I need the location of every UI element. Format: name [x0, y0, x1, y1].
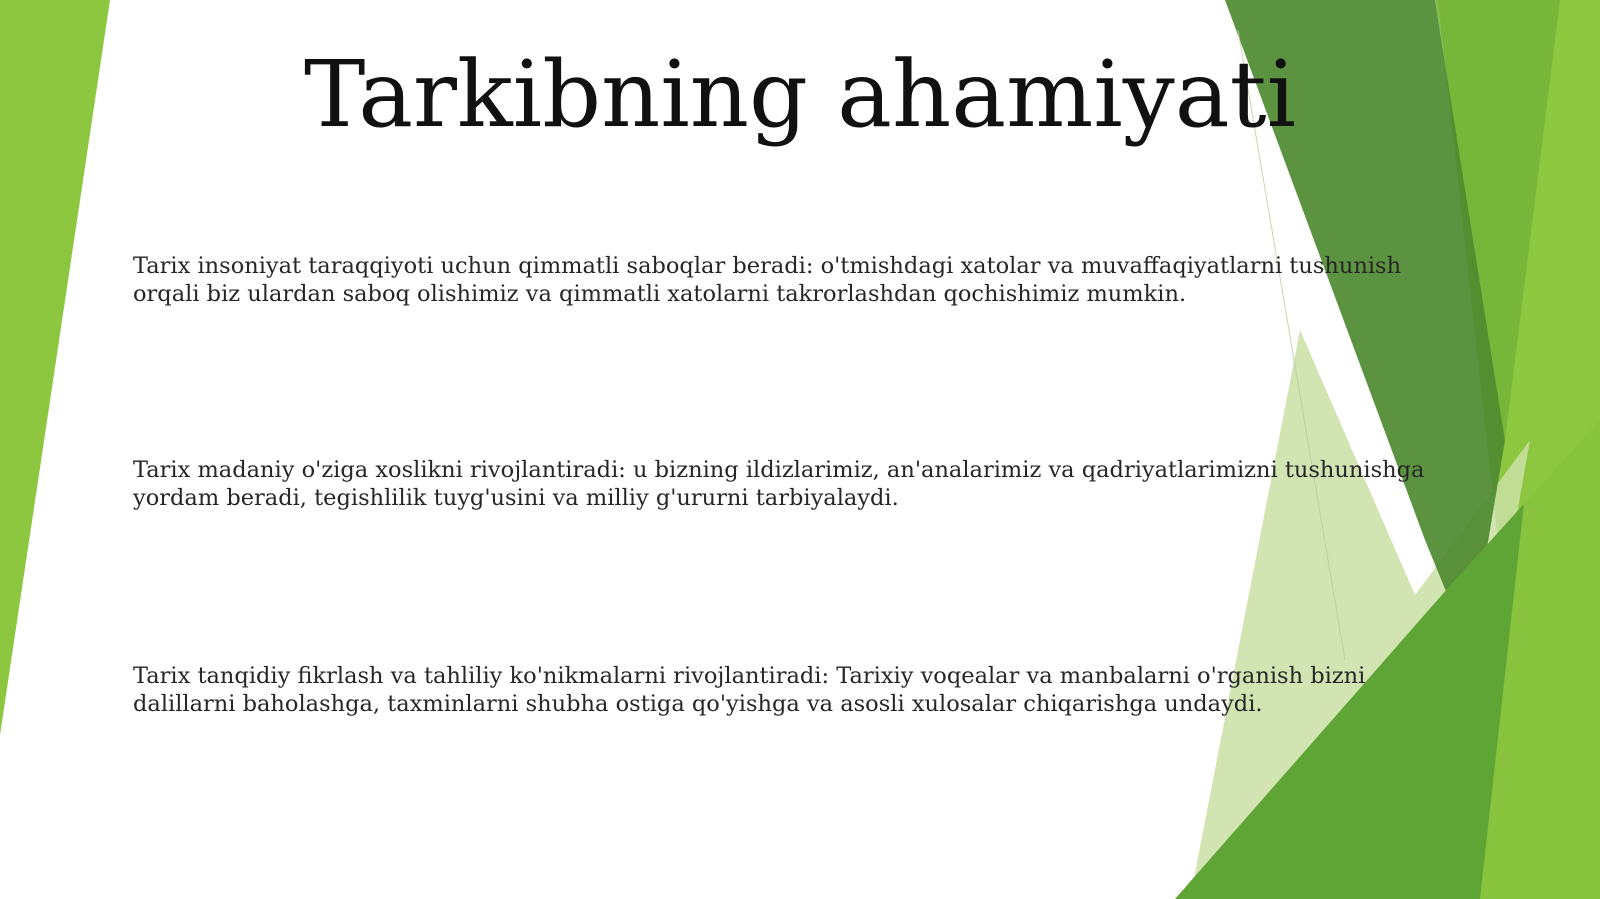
body-paragraph-3: Tarix tanqidiy fikrlash va tahliliy ko'nikmalarni rivojlantiradi: Tarixiy voqealar va manbalarni o'rganish bizni dalillarni baholashga, taxminlarni shubha ostiga qo'yishga va asosli xulosalar chiqarishga undaydi. [133, 663, 1366, 717]
body-paragraph-2: Tarix madaniy o'ziga xoslikni rivojlantiradi: u bizning ildizlarimiz, an'analarimiz va qadriyatlarimizni tushunishga yordam beradi, tegishlilik tuyg'usini va milliy g'ururni tarbiyalaydi. [133, 457, 1425, 511]
left-green-shape [0, 0, 110, 735]
body-paragraph-1: Tarix insoniyat taraqqiyoti uchun qimmatli saboqlar beradi: o'tmishdagi xatolar va muvaffaqiyatlarni tushunish orqali biz ulardan saboq olishimiz va qimmatli xatolarni takrorlashdan qochishimiz mumkin. [133, 253, 1402, 307]
slide-title: Tarkibning ahamiyati [303, 41, 1296, 148]
